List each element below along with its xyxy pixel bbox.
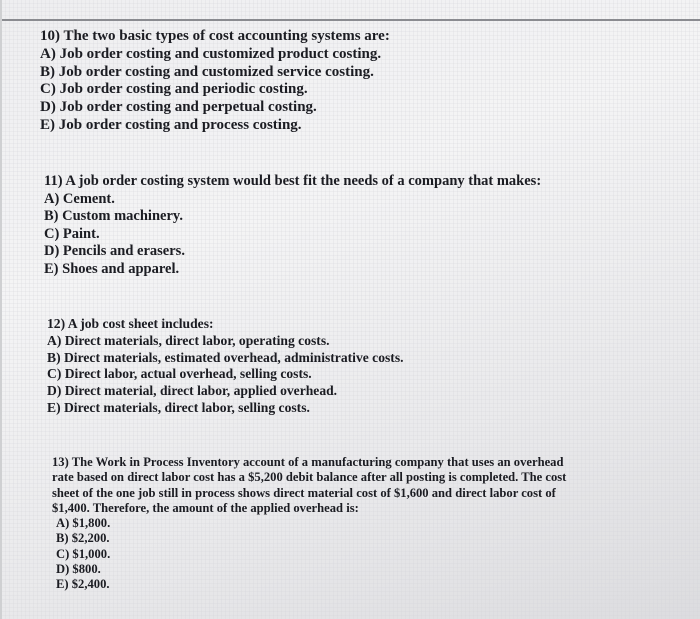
answer-choice-c: C) Job order costing and periodic costing. — [40, 81, 308, 98]
answer-choice-d: D) Pencils and erasers. — [44, 243, 185, 260]
question-stem — [52, 455, 566, 516]
question-stem-line: rate based on direct labor cost has a $5,200 debit balance after all posting is completed. The cost — [52, 470, 567, 485]
answer-choice-e: E) $2,400. — [56, 577, 110, 592]
answer-choice-a: A) Direct materials, direct labor, operating costs. — [47, 332, 330, 348]
answer-choice-a: A) Cement. — [44, 190, 115, 207]
top-divider — [2, 19, 700, 21]
answer-choice-e: E) Direct materials, direct labor, selling costs. — [47, 399, 310, 415]
question-stem: 11) A job order costing system would best fit the needs of a company that makes: — [44, 173, 542, 189]
answer-choice-b: B) Job order costing and customized service costing. — [40, 63, 374, 80]
question-11 — [44, 173, 541, 279]
document-page — [2, 0, 700, 619]
answer-choice-b: B) Direct materials, estimated overhead, administrative costs. — [47, 349, 404, 365]
answer-choice-c: C) $1,000. — [56, 546, 111, 561]
answer-choice-b: B) Custom machinery. — [44, 208, 183, 225]
question-13 — [52, 455, 566, 593]
answer-choice-e: E) Shoes and apparel. — [44, 260, 180, 277]
question-12 — [47, 316, 404, 417]
answer-choice-d: D) Direct material, direct labor, applied overhead. — [47, 383, 338, 399]
question-stem: 10) The two basic types of cost accounting systems are: — [40, 28, 390, 44]
answer-choice-c: C) Direct labor, actual overhead, selling costs. — [47, 366, 312, 382]
answer-choice-a: A) Job order costing and customized product costing. — [40, 45, 382, 62]
question-10 — [40, 28, 390, 135]
answer-choice-d: D) $800. — [56, 562, 101, 577]
answer-choice-d: D) Job order costing and perpetual costing. — [40, 99, 317, 116]
question-stem: 12) A job cost sheet includes: — [47, 316, 214, 331]
answer-choice-a: A) $1,800. — [56, 516, 111, 531]
question-stem-line: $1,400. Therefore, the amount of the applied overhead is: — [52, 500, 359, 515]
question-stem-line: 13) The Work in Process Inventory account of a manufacturing company that uses an overhead — [52, 455, 564, 469]
answer-choice-e: E) Job order costing and process costing. — [40, 116, 302, 133]
question-stem-line: sheet of the one job still in process shows direct material cost of $1,600 and direct labor cost of — [52, 485, 556, 500]
answer-choice-c: C) Paint. — [44, 225, 100, 242]
answer-choice-b: B) $2,200. — [56, 531, 110, 546]
